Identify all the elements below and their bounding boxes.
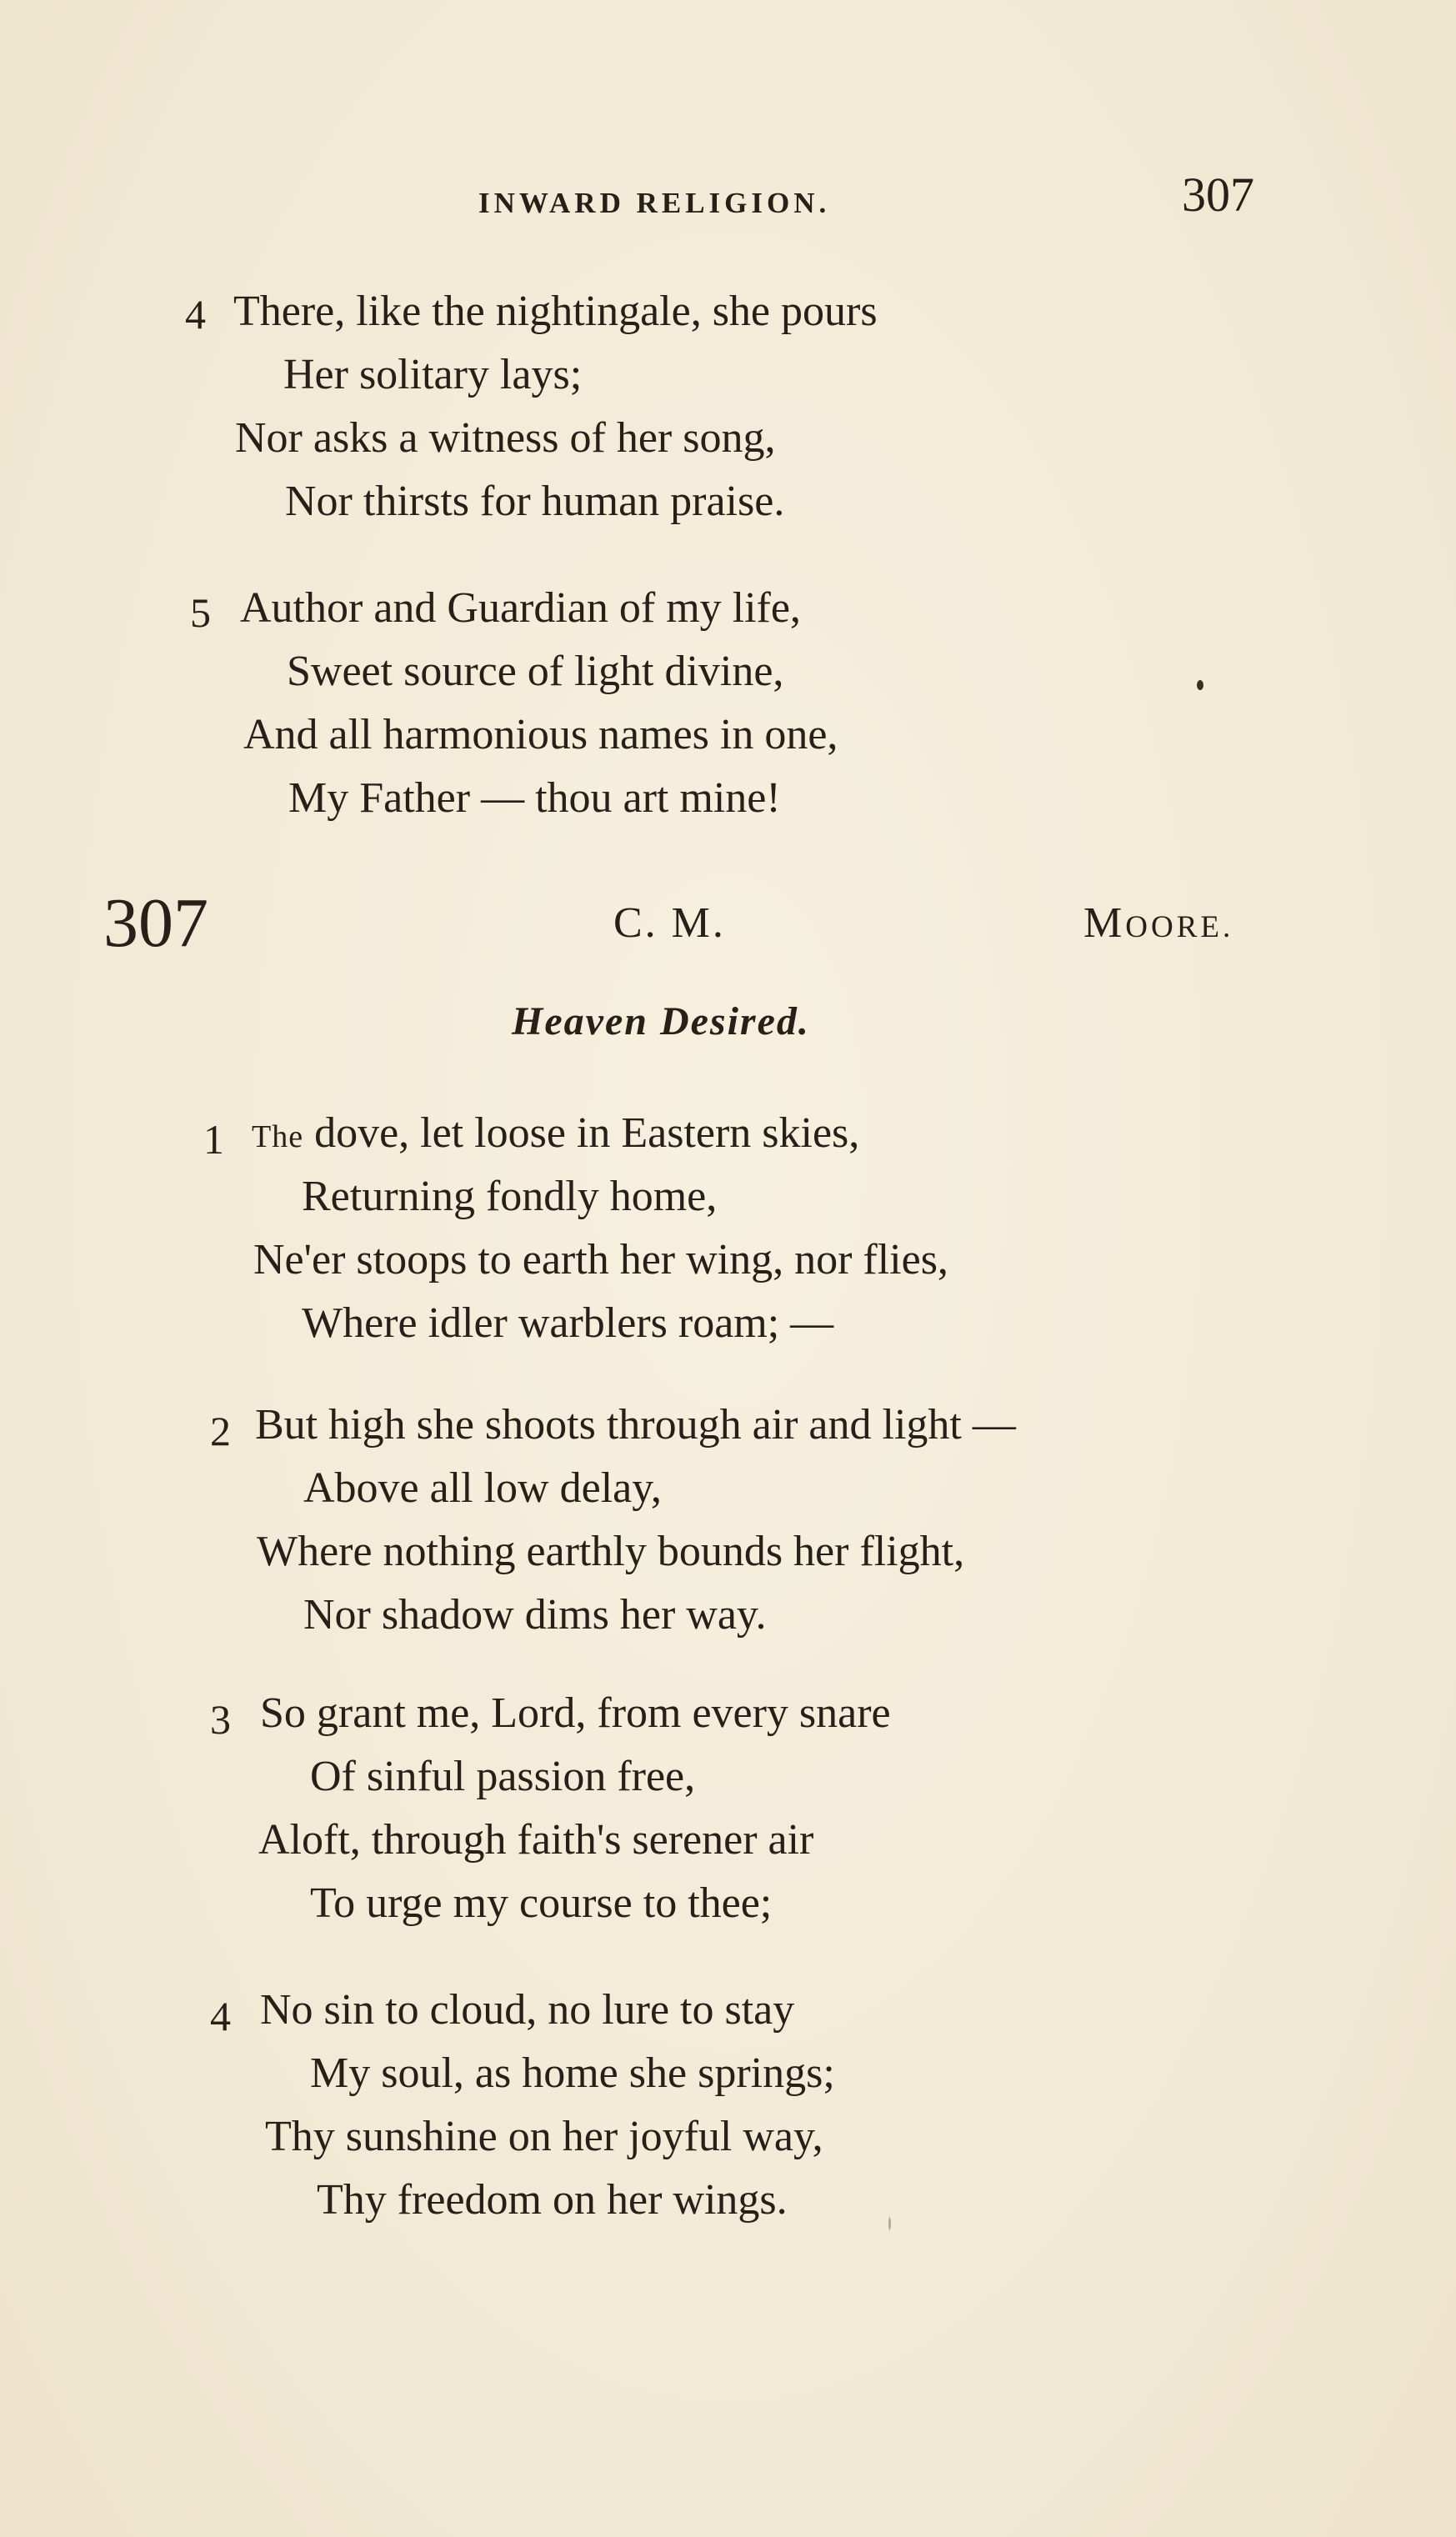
hymn-composer xyxy=(1083,898,1233,948)
composer-rest: OORE. xyxy=(1125,910,1234,944)
stanza-number: 1 xyxy=(203,1116,224,1163)
verse-line: No sin to cloud, no lure to stay xyxy=(260,1986,795,2034)
verse-line: Her solitary lays; xyxy=(283,351,583,398)
verse-line: To urge my course to thee; xyxy=(310,1879,773,1927)
verse-line: Returning fondly home, xyxy=(302,1173,718,1220)
first-word: The xyxy=(252,1119,304,1154)
verse-line: There, like the nightingale, she pours xyxy=(233,288,878,335)
verse-line: Above all low delay, xyxy=(303,1464,662,1512)
first-line-rest: dove, let loose in Eastern skies, xyxy=(303,1109,860,1157)
verse-line: Where idler warblers roam; — xyxy=(302,1299,834,1347)
verse-line: Nor shadow dims her way. xyxy=(303,1591,767,1639)
verse-line: Thy freedom on her wings. xyxy=(317,2176,788,2224)
print-speck xyxy=(888,2217,891,2230)
stanza-number: 2 xyxy=(210,1408,231,1454)
hymn-title: Heaven Desired. xyxy=(512,999,810,1043)
hymn-meter: C. M. xyxy=(613,899,726,947)
verse-line: Sweet source of light divine, xyxy=(287,648,784,695)
verse-line xyxy=(252,1108,859,1162)
verse-line: Thy sunshine on her joyful way, xyxy=(265,2113,823,2160)
running-head: INWARD RELIGION. xyxy=(478,187,831,219)
page-number: 307 xyxy=(1182,168,1254,222)
stanza-number: 4 xyxy=(210,1993,231,2039)
verse-line: Aloft, through faith's serener air xyxy=(258,1816,814,1864)
print-speck xyxy=(1197,680,1203,690)
stanza-number: 3 xyxy=(210,1696,231,1743)
verse-line: Nor thirsts for human praise. xyxy=(285,478,785,525)
verse-line: Nor asks a witness of her song, xyxy=(235,414,776,462)
verse-line: My soul, as home she springs; xyxy=(310,2049,835,2097)
verse-line: My Father — thou art mine! xyxy=(288,774,781,822)
composer-initial: M xyxy=(1083,899,1126,947)
verse-line: Where nothing earthly bounds her flight, xyxy=(257,1528,965,1575)
verse-line: But high she shoots through air and light — xyxy=(255,1401,1016,1449)
verse-line: And all harmonious names in one, xyxy=(243,711,838,758)
verse-line: Ne'er stoops to earth her wing, nor flies, xyxy=(253,1236,948,1284)
verse-line: Author and Guardian of my life, xyxy=(240,584,801,632)
hymn-number: 307 xyxy=(103,884,208,962)
verse-line: Of sinful passion free, xyxy=(310,1753,696,1800)
verse-line: So grant me, Lord, from every snare xyxy=(260,1689,891,1737)
stanza-number: 5 xyxy=(190,589,211,636)
stanza-number: 4 xyxy=(185,291,206,338)
